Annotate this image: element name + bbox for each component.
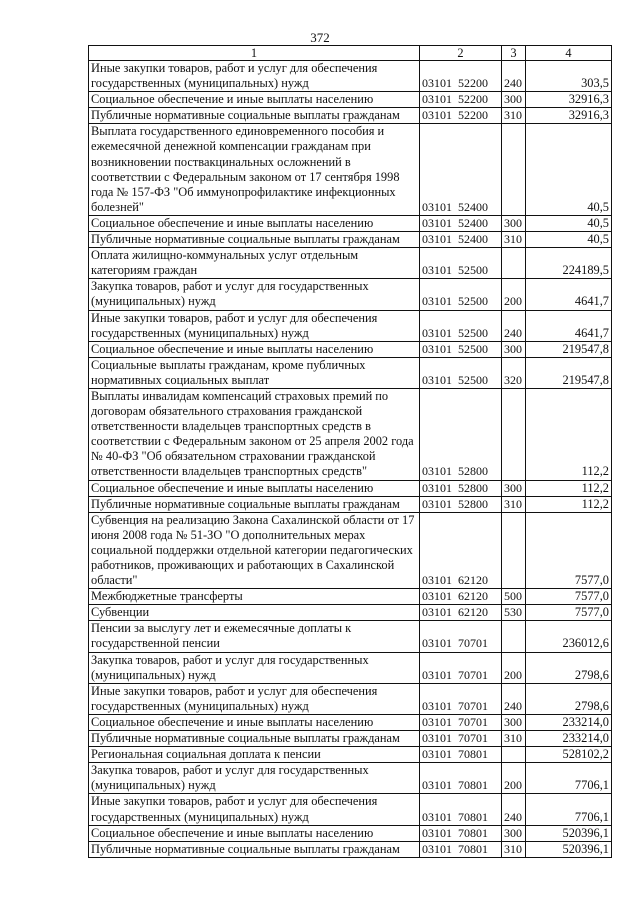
row-expense-type: 200 bbox=[502, 652, 526, 683]
table-row bbox=[89, 341, 612, 357]
row-description: Закупка товаров, работ и услуг для государственных (муниципальных) нужд bbox=[89, 763, 420, 794]
row-expense-type bbox=[502, 747, 526, 763]
row-expense-type bbox=[502, 248, 526, 279]
page-number: 372 bbox=[310, 30, 330, 45]
row-expense-type: 240 bbox=[502, 61, 526, 92]
row-code: 03101 52800 bbox=[420, 388, 502, 480]
row-description: Социальное обеспечение и иные выплаты населению bbox=[89, 92, 420, 108]
table-row bbox=[89, 652, 612, 683]
row-code: 03101 52500 bbox=[420, 341, 502, 357]
table-row bbox=[89, 589, 612, 605]
table-row bbox=[89, 61, 612, 92]
row-code: 03101 52500 bbox=[420, 279, 502, 310]
row-amount: 2798,6 bbox=[526, 683, 612, 714]
table-row bbox=[89, 841, 612, 857]
row-description: Иные закупки товаров, работ и услуг для обеспечения государственных (муниципальных) нужд bbox=[89, 683, 420, 714]
row-expense-type: 310 bbox=[502, 232, 526, 248]
table-row bbox=[89, 248, 612, 279]
table-row bbox=[89, 763, 612, 794]
row-expense-type: 310 bbox=[502, 108, 526, 124]
row-amount: 7577,0 bbox=[526, 589, 612, 605]
table-row bbox=[89, 747, 612, 763]
row-code: 03101 70701 bbox=[420, 731, 502, 747]
header-col-4: 4 bbox=[526, 46, 612, 61]
row-expense-type: 300 bbox=[502, 215, 526, 231]
row-description: Публичные нормативные социальные выплаты гражданам bbox=[89, 108, 420, 124]
row-expense-type: 500 bbox=[502, 589, 526, 605]
row-expense-type bbox=[502, 388, 526, 480]
row-code: 03101 70701 bbox=[420, 714, 502, 730]
row-amount: 32916,3 bbox=[526, 108, 612, 124]
row-description: Субвенции bbox=[89, 605, 420, 621]
row-description: Социальные выплаты гражданам, кроме публичных нормативных социальных выплат bbox=[89, 357, 420, 388]
row-amount: 303,5 bbox=[526, 61, 612, 92]
table-row bbox=[89, 232, 612, 248]
row-code: 03101 52200 bbox=[420, 92, 502, 108]
row-expense-type: 300 bbox=[502, 92, 526, 108]
row-expense-type: 240 bbox=[502, 794, 526, 825]
row-expense-type: 300 bbox=[502, 714, 526, 730]
header-col-2: 2 bbox=[420, 46, 502, 61]
row-expense-type: 240 bbox=[502, 683, 526, 714]
row-expense-type bbox=[502, 124, 526, 216]
table-row bbox=[89, 496, 612, 512]
row-amount: 7577,0 bbox=[526, 605, 612, 621]
table-row bbox=[89, 388, 612, 480]
row-description: Социальное обеспечение и иные выплаты населению bbox=[89, 341, 420, 357]
row-amount: 520396,1 bbox=[526, 825, 612, 841]
row-description: Публичные нормативные социальные выплаты гражданам bbox=[89, 232, 420, 248]
table-row bbox=[89, 825, 612, 841]
row-code: 03101 52800 bbox=[420, 496, 502, 512]
row-code: 03101 70801 bbox=[420, 763, 502, 794]
row-code: 03101 62120 bbox=[420, 589, 502, 605]
row-expense-type: 240 bbox=[502, 310, 526, 341]
row-expense-type: 300 bbox=[502, 480, 526, 496]
row-code: 03101 52200 bbox=[420, 61, 502, 92]
row-amount: 7577,0 bbox=[526, 512, 612, 588]
row-amount: 7706,1 bbox=[526, 794, 612, 825]
row-amount: 40,5 bbox=[526, 215, 612, 231]
row-amount: 233214,0 bbox=[526, 731, 612, 747]
row-amount: 236012,6 bbox=[526, 621, 612, 652]
table-row bbox=[89, 310, 612, 341]
row-amount: 4641,7 bbox=[526, 310, 612, 341]
row-amount: 112,2 bbox=[526, 388, 612, 480]
row-code: 03101 70701 bbox=[420, 621, 502, 652]
table-row bbox=[89, 794, 612, 825]
table-header bbox=[89, 46, 612, 61]
row-code: 03101 70801 bbox=[420, 747, 502, 763]
row-description: Иные закупки товаров, работ и услуг для обеспечения государственных (муниципальных) нужд bbox=[89, 61, 420, 92]
table-row bbox=[89, 357, 612, 388]
row-expense-type: 200 bbox=[502, 279, 526, 310]
row-amount: 528102,2 bbox=[526, 747, 612, 763]
row-code: 03101 62120 bbox=[420, 605, 502, 621]
row-description: Социальное обеспечение и иные выплаты населению bbox=[89, 215, 420, 231]
row-code: 03101 70701 bbox=[420, 652, 502, 683]
row-expense-type: 310 bbox=[502, 841, 526, 857]
row-description: Выплаты инвалидам компенсаций страховых премий по договорам обязательного страхования гражданской ответственности владельцев транспортных средств в соответствии с Федеральным законом от 25 апреля 2002 года № 40-ФЗ "Об обязательном страховании гражданской ответственности владельцев транспортных средств" bbox=[89, 388, 420, 480]
row-amount: 219547,8 bbox=[526, 341, 612, 357]
row-code: 03101 52500 bbox=[420, 248, 502, 279]
row-expense-type bbox=[502, 621, 526, 652]
table-row bbox=[89, 605, 612, 621]
row-description: Социальное обеспечение и иные выплаты населению bbox=[89, 714, 420, 730]
row-description: Иные закупки товаров, работ и услуг для обеспечения государственных (муниципальных) нужд bbox=[89, 310, 420, 341]
row-amount: 520396,1 bbox=[526, 841, 612, 857]
budget-table bbox=[88, 45, 612, 858]
row-code: 03101 70801 bbox=[420, 825, 502, 841]
header-col-3: 3 bbox=[502, 46, 526, 61]
row-code: 03101 70801 bbox=[420, 841, 502, 857]
row-amount: 233214,0 bbox=[526, 714, 612, 730]
table-row bbox=[89, 279, 612, 310]
row-expense-type: 300 bbox=[502, 825, 526, 841]
row-description: Иные закупки товаров, работ и услуг для обеспечения государственных (муниципальных) нужд bbox=[89, 794, 420, 825]
table-row bbox=[89, 683, 612, 714]
row-amount: 112,2 bbox=[526, 496, 612, 512]
row-code: 03101 52200 bbox=[420, 108, 502, 124]
row-code: 03101 52500 bbox=[420, 357, 502, 388]
row-amount: 32916,3 bbox=[526, 92, 612, 108]
row-description: Публичные нормативные социальные выплаты гражданам bbox=[89, 496, 420, 512]
row-description: Публичные нормативные социальные выплаты гражданам bbox=[89, 841, 420, 857]
header-col-1: 1 bbox=[89, 46, 420, 61]
row-description: Региональная социальная доплата к пенсии bbox=[89, 747, 420, 763]
row-description: Субвенция на реализацию Закона Сахалинской области от 17 июня 2008 года № 51-ЗО "О дополнительных мерах социальной поддержки отдельной категории педагогических работников, проживающих и работающих в Сахалинской области" bbox=[89, 512, 420, 588]
row-expense-type bbox=[502, 512, 526, 588]
row-description: Оплата жилищно-коммунальных услуг отдельным категориям граждан bbox=[89, 248, 420, 279]
row-expense-type: 310 bbox=[502, 731, 526, 747]
row-code: 03101 70801 bbox=[420, 794, 502, 825]
row-expense-type: 310 bbox=[502, 496, 526, 512]
table-row bbox=[89, 714, 612, 730]
header-row bbox=[89, 46, 612, 61]
row-description: Межбюджетные трансферты bbox=[89, 589, 420, 605]
row-description: Социальное обеспечение и иные выплаты населению bbox=[89, 825, 420, 841]
row-description: Закупка товаров, работ и услуг для государственных (муниципальных) нужд bbox=[89, 652, 420, 683]
row-description: Закупка товаров, работ и услуг для государственных (муниципальных) нужд bbox=[89, 279, 420, 310]
row-amount: 219547,8 bbox=[526, 357, 612, 388]
table-row bbox=[89, 512, 612, 588]
table-row bbox=[89, 92, 612, 108]
row-amount: 40,5 bbox=[526, 124, 612, 216]
row-code: 03101 52500 bbox=[420, 310, 502, 341]
table-body bbox=[89, 61, 612, 858]
row-code: 03101 52800 bbox=[420, 480, 502, 496]
table-row bbox=[89, 621, 612, 652]
row-code: 03101 62120 bbox=[420, 512, 502, 588]
table-row bbox=[89, 731, 612, 747]
row-expense-type: 200 bbox=[502, 763, 526, 794]
row-expense-type: 530 bbox=[502, 605, 526, 621]
row-amount: 40,5 bbox=[526, 232, 612, 248]
row-description: Пенсии за выслугу лет и ежемесячные доплаты к государственной пенсии bbox=[89, 621, 420, 652]
row-description: Публичные нормативные социальные выплаты гражданам bbox=[89, 731, 420, 747]
row-code: 03101 70701 bbox=[420, 683, 502, 714]
row-amount: 224189,5 bbox=[526, 248, 612, 279]
row-code: 03101 52400 bbox=[420, 232, 502, 248]
row-amount: 2798,6 bbox=[526, 652, 612, 683]
row-expense-type: 300 bbox=[502, 341, 526, 357]
row-expense-type: 320 bbox=[502, 357, 526, 388]
table-row bbox=[89, 480, 612, 496]
table-row bbox=[89, 215, 612, 231]
row-code: 03101 52400 bbox=[420, 124, 502, 216]
row-code: 03101 52400 bbox=[420, 215, 502, 231]
table-row bbox=[89, 108, 612, 124]
row-amount: 4641,7 bbox=[526, 279, 612, 310]
row-amount: 112,2 bbox=[526, 480, 612, 496]
table-row bbox=[89, 124, 612, 216]
row-description: Социальное обеспечение и иные выплаты населению bbox=[89, 480, 420, 496]
row-amount: 7706,1 bbox=[526, 763, 612, 794]
row-description: Выплата государственного единовременного пособия и ежемесячной денежной компенсации гражданам при возникновении поствакцинальных осложнений в соответствии с Федеральным законом от 17 сентября 1998 года № 157-ФЗ "Об иммунопрофилактике инфекционных болезней" bbox=[89, 124, 420, 216]
